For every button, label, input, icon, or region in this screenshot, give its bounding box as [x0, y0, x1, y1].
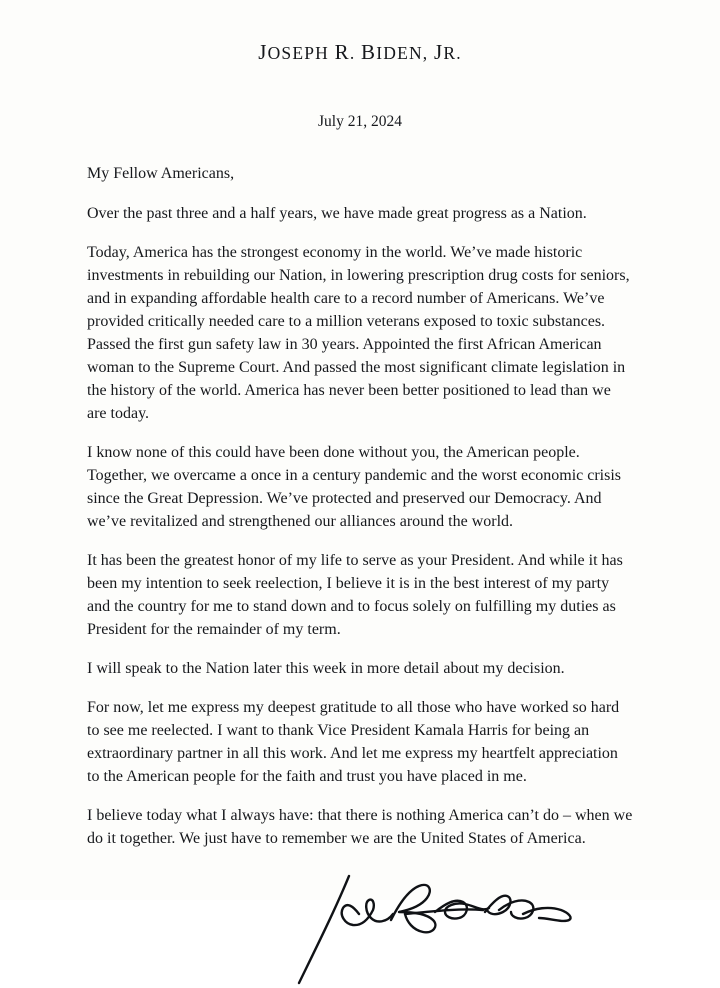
letter-body — [87, 131, 633, 850]
letter-paragraph: Today, America has the strongest economy in the world. We’ve made historic investments in rebuilding our Nation, in lowering prescription drug costs for seniors, and in expanding affordable health care to a record number of Americans. We’ve provided critically needed care to a million veterans exposed to toxic substances. Passed the first gun safety law in 30 years. Appointed the first African American woman to the Supreme Court. And passed the most significant climate legislation in the history of the world. America has never been better positioned to lead than we are today. — [87, 243, 630, 422]
letter-paragraph: Over the past three and a half years, we have made great progress as a Nation. — [87, 204, 587, 222]
letter-paragraph: It has been the greatest honor of my life to serve as your President. And while it has been my intention to seek reelection, I believe it is in the best interest of my party and the country for me to stand down and to focus solely on fulfilling my duties as President for the remainder of my term. — [87, 552, 623, 639]
letter-paragraph: I will speak to the Nation later this week in more detail about my decision. — [87, 660, 565, 678]
letter-salutation: My Fellow Americans, — [87, 165, 235, 182]
letter-paragraph: I know none of this could have been done without you, the American people. Together, we overcame a once in a century pandemic and the worst economic crisis since the Great Depression. We’ve protected and preserved our Democracy. And we’ve revitalized and strengthened our alliances around the world. — [87, 444, 622, 531]
letter-paragraph: For now, let me express my deepest gratitude to all those who have worked so hard to see me reelected. I want to thank Vice President Kamala Harris for being an extraordinary partner in all this work. And let me express my heartfelt appreciation to the American people for the faith and trust you have placed in me. — [87, 699, 620, 786]
signature-icon — [287, 868, 587, 988]
letter-date: July 21, 2024 — [318, 113, 402, 130]
signature-area — [87, 868, 633, 988]
letter-paragraph: I believe today what I always have: that there is nothing America can’t do – when we do it together. We just have to remember we are the United States of America. — [87, 807, 633, 848]
letterhead-name: JOSEPH R. BIDEN, JR. — [258, 40, 462, 64]
